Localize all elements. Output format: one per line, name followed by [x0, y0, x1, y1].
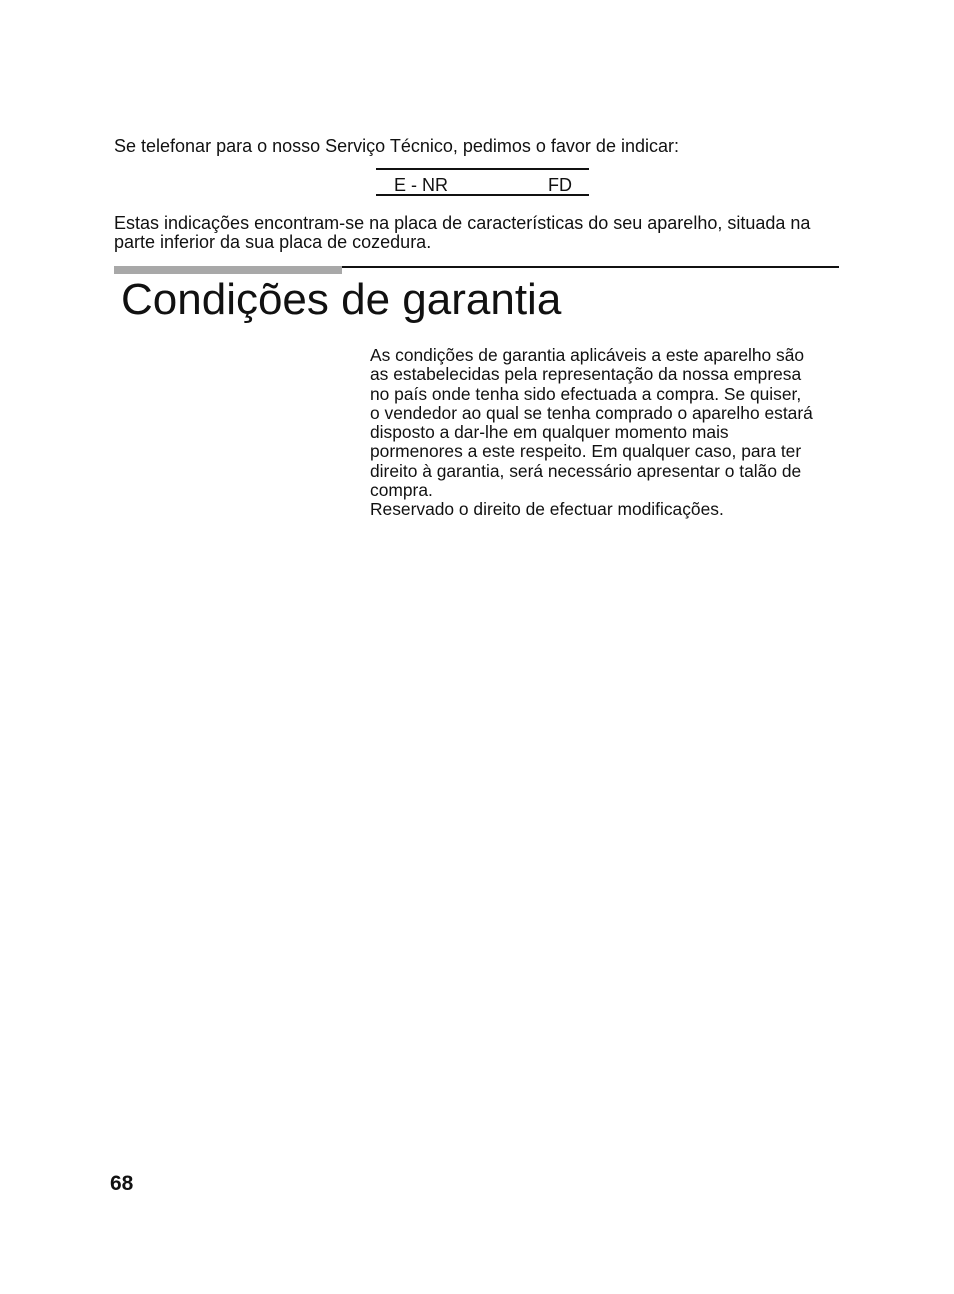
warranty-line: compra. [370, 480, 433, 501]
section-title: Condições de garantia [121, 275, 562, 324]
intro-text: Se telefonar para o nosso Serviço Técnico, pedimos o favor de indicar: [114, 136, 679, 156]
code-box [376, 168, 589, 196]
section-rule [342, 266, 839, 268]
warranty-line: pormenores a este respeito. Em qualquer caso, para ter [370, 441, 802, 462]
warranty-line: direito à garantia, será necessário apresentar o talão de [370, 460, 802, 481]
warranty-line: disposto a dar-lhe em qualquer momento mais [370, 422, 729, 443]
warranty-paragraph [370, 346, 840, 520]
warranty-line: o vendedor ao qual se tenha comprado o aparelho estará [370, 402, 813, 423]
warranty-line: As condições de garantia aplicáveis a este aparelho são [370, 345, 805, 365]
enr-label: E - NR [394, 175, 448, 195]
warranty-line: no país onde tenha sido efectuada a compra. Se quiser, [370, 383, 802, 404]
section-rule-accent [114, 266, 342, 274]
fd-label: FD [548, 175, 572, 195]
warranty-line: as estabelecidas pela representação da nossa empresa [370, 364, 802, 385]
page-number: 68 [110, 1172, 134, 1195]
reserved-rights-text: Reservado o direito de efectuar modificações. [370, 499, 724, 520]
info-text: Estas indicações encontram-se na placa de características do seu aparelho, situada na parte inferior da sua placa de cozedura. [114, 213, 811, 252]
